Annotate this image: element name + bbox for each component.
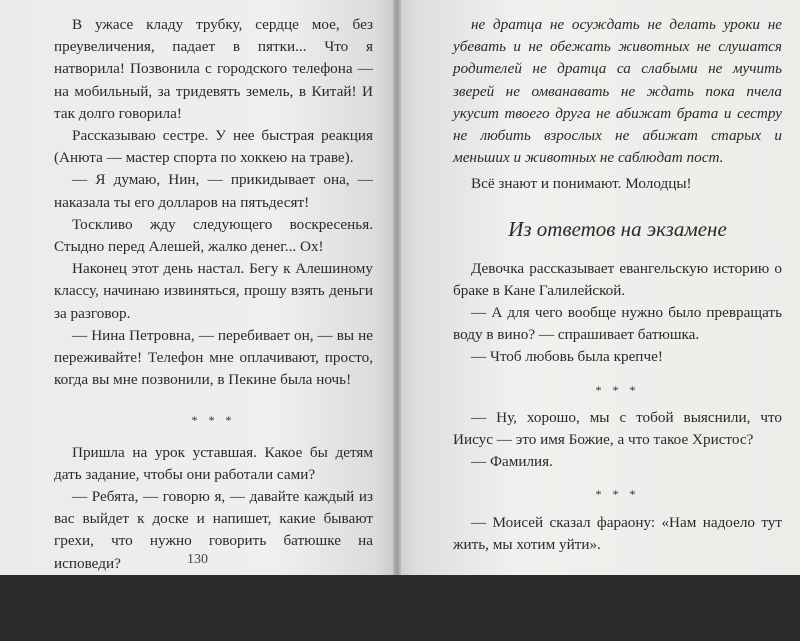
paragraph: — Фамилия.	[471, 453, 553, 471]
paragraph: Рассказываю сестре. У нее быстрая реакция (Анюта — мастер спорта по хоккею на траве).	[54, 127, 373, 167]
closing-remark: Всё знают и понимают. Молодцы!	[471, 175, 692, 193]
italic-list: не дратца не осуждать не делать уроки не убевать и не обежать животных не слушатся родителей не дратца са слабыми не мучить зверей не омванавать не ждать пока пчела укусит твоего друга не абижат брата и сестру не любить взрослых не абижат старых и меньших и животных не саблюдат пост.	[453, 16, 782, 167]
paragraph: — Ну, хорошо, мы с тобой выяснили, что Иисус — это имя Божие, а что такое Христос?	[453, 408, 782, 449]
book-gutter	[393, 0, 401, 575]
paragraph: — Нина Петровна, — перебивает он, — вы не переживайте! Телефон мне оплачивают, просто, когда вы мне позвонили, в Пекине была ночь!	[54, 326, 373, 389]
paragraph: — Ребята, — говорю я, — давайте каждый из вас выйдет к доске и напишет, какие бывают грехи, что нужно говорить батюшке на исповеди?	[54, 488, 373, 572]
paragraph: Пришла на урок уставшая. Какое бы детям дать задание, чтобы они работали сами?	[54, 443, 373, 483]
section-separator: * * *	[595, 382, 640, 397]
paragraph: Ниже привожу без всяких исправлений то, что написали малыши-первоклассники, они все только выучили буквы. Вот что было на доске:	[54, 576, 373, 639]
paragraph: — Чтоб любовь была крепче!	[471, 348, 663, 366]
section-separator: * * *	[595, 487, 640, 502]
paragraph: — Я думаю, Нин, — прикидывает она, — наказала ты его долларов на пятьдесят!	[54, 171, 373, 211]
children-list-text	[453, 14, 782, 169]
page-number: 130	[187, 551, 208, 567]
right-page	[395, 0, 800, 575]
paragraph: Тоскливо жду следующего воскресенья. Стыдно перед Алешей, жалко денег... Ох!	[54, 215, 373, 256]
left-page	[0, 0, 395, 639]
paragraph: Наконец этот день настал. Бегу к Алешиному классу, начинаю извиняться, прошу взять деньги за разговор.	[54, 260, 373, 322]
paragraph: В ужасе кладу трубку, сердце мое, без преувеличения, падает в пятки... Что я натворила! Позвонила с городского телефона — на мобильный, за тридевять земель, в Китай! И так долго говорила!	[54, 16, 373, 122]
section-separator: * * *	[191, 413, 236, 428]
paragraph: — Моисей сказал фараону: «Нам надоело тут жить, мы хотим уйти».	[453, 513, 782, 553]
paragraph: Девочка рассказывает евангельскую историю о браке в Кане Галилейской.	[453, 259, 782, 299]
section-heading: Из ответов на экзамене	[508, 216, 727, 241]
paragraph: — А для чего вообще нужно было превращать воду в вино? — спрашивает батюшка.	[453, 304, 782, 344]
